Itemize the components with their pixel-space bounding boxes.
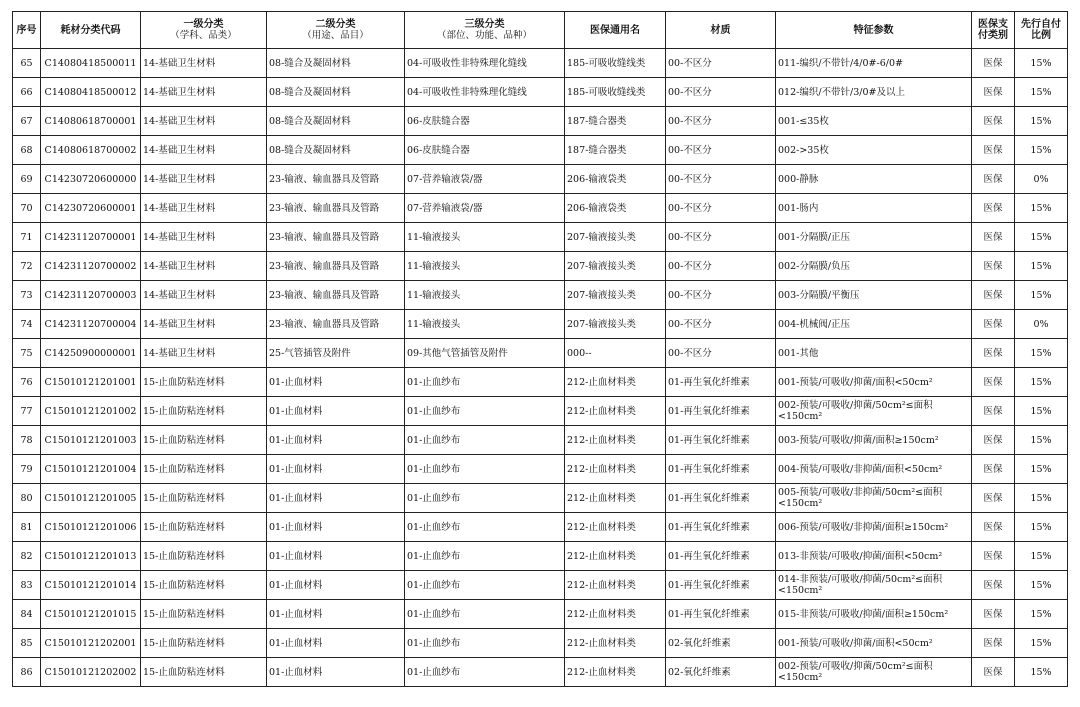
cell-index: 77 xyxy=(13,397,41,426)
cell-material: 00-不区分 xyxy=(666,165,776,194)
cell-payment-category: 医保 xyxy=(972,658,1015,687)
cell-self-pay-ratio: 15% xyxy=(1015,455,1068,484)
cell-level2: 23-输液、输血器具及管路 xyxy=(267,194,405,223)
cell-generic-name: 207-输液接头类 xyxy=(565,310,666,339)
cell-payment-category: 医保 xyxy=(972,600,1015,629)
cell-code: C15010121201002 xyxy=(41,397,141,426)
cell-level2: 23-输液、输血器具及管路 xyxy=(267,165,405,194)
cell-level1: 14-基础卫生材料 xyxy=(141,136,267,165)
cell-code: C14231120700002 xyxy=(41,252,141,281)
cell-generic-name: 207-输液接头类 xyxy=(565,223,666,252)
cell-material: 00-不区分 xyxy=(666,49,776,78)
cell-feature-params: 013-非预装/可吸收/抑菌/面积<50cm² xyxy=(776,542,972,571)
table-row xyxy=(13,310,1068,339)
cell-material: 00-不区分 xyxy=(666,339,776,368)
table-row xyxy=(13,252,1068,281)
cell-level1: 14-基础卫生材料 xyxy=(141,339,267,368)
cell-level2: 01-止血材料 xyxy=(267,658,405,687)
table-row xyxy=(13,397,1068,426)
cell-material: 01-再生氧化纤维素 xyxy=(666,455,776,484)
cell-level1: 15-止血防粘连材料 xyxy=(141,455,267,484)
cell-generic-name: 187-缝合器类 xyxy=(565,107,666,136)
cell-feature-params: 002-预装/可吸收/抑菌/50cm²≤面积<150cm² xyxy=(776,397,972,426)
cell-level1: 15-止血防粘连材料 xyxy=(141,397,267,426)
cell-level2: 01-止血材料 xyxy=(267,600,405,629)
cell-payment-category: 医保 xyxy=(972,368,1015,397)
cell-feature-params: 012-编织/不带针/3/0#及以上 xyxy=(776,78,972,107)
cell-level2: 23-输液、输血器具及管路 xyxy=(267,252,405,281)
header-index: 序号 xyxy=(13,12,41,49)
cell-index: 72 xyxy=(13,252,41,281)
cell-generic-name: 206-输液袋类 xyxy=(565,194,666,223)
cell-material: 00-不区分 xyxy=(666,194,776,223)
cell-generic-name: 000-- xyxy=(565,339,666,368)
cell-level3: 06-皮肤缝合器 xyxy=(405,136,565,165)
cell-level3: 04-可吸收性非特殊理化缝线 xyxy=(405,49,565,78)
table-row xyxy=(13,368,1068,397)
cell-level2: 23-输液、输血器具及管路 xyxy=(267,281,405,310)
cell-feature-params: 001-预装/可吸收/抑菌/面积<50cm² xyxy=(776,368,972,397)
cell-self-pay-ratio: 15% xyxy=(1015,49,1068,78)
cell-payment-category: 医保 xyxy=(972,136,1015,165)
header-self-pay-ratio: 先行自付比例 xyxy=(1015,12,1068,49)
cell-index: 83 xyxy=(13,571,41,600)
cell-index: 85 xyxy=(13,629,41,658)
cell-self-pay-ratio: 15% xyxy=(1015,658,1068,687)
cell-index: 81 xyxy=(13,513,41,542)
cell-self-pay-ratio: 15% xyxy=(1015,542,1068,571)
cell-self-pay-ratio: 15% xyxy=(1015,368,1068,397)
cell-code: C15010121201014 xyxy=(41,571,141,600)
cell-code: C14080618700002 xyxy=(41,136,141,165)
cell-level3: 07-营养输液袋/器 xyxy=(405,165,565,194)
cell-index: 75 xyxy=(13,339,41,368)
header-level2: 二级分类 （用途、品目） xyxy=(267,12,405,49)
cell-feature-params: 015-非预装/可吸收/抑菌/面积≥150cm² xyxy=(776,600,972,629)
cell-level2: 01-止血材料 xyxy=(267,571,405,600)
cell-self-pay-ratio: 15% xyxy=(1015,194,1068,223)
table-row xyxy=(13,484,1068,513)
header-payment-category: 医保支付类别 xyxy=(972,12,1015,49)
cell-level2: 08-缝合及凝固材料 xyxy=(267,78,405,107)
cell-level3: 11-输液接头 xyxy=(405,223,565,252)
cell-index: 65 xyxy=(13,49,41,78)
cell-code: C14230720600000 xyxy=(41,165,141,194)
cell-level1: 14-基础卫生材料 xyxy=(141,107,267,136)
cell-index: 78 xyxy=(13,426,41,455)
header-feature-params: 特征参数 xyxy=(776,12,972,49)
cell-level1: 15-止血防粘连材料 xyxy=(141,484,267,513)
cell-code: C14231120700004 xyxy=(41,310,141,339)
header-row xyxy=(13,12,1068,49)
cell-level3: 06-皮肤缝合器 xyxy=(405,107,565,136)
cell-feature-params: 002->35枚 xyxy=(776,136,972,165)
cell-material: 02-氧化纤维素 xyxy=(666,629,776,658)
cell-feature-params: 001-≤35枚 xyxy=(776,107,972,136)
cell-payment-category: 医保 xyxy=(972,107,1015,136)
cell-level2: 25-气管插管及附件 xyxy=(267,339,405,368)
cell-generic-name: 212-止血材料类 xyxy=(565,513,666,542)
table-row xyxy=(13,658,1068,687)
cell-level2: 01-止血材料 xyxy=(267,484,405,513)
cell-level2: 01-止血材料 xyxy=(267,513,405,542)
cell-self-pay-ratio: 15% xyxy=(1015,107,1068,136)
cell-feature-params: 011-编织/不带针/4/0#-6/0# xyxy=(776,49,972,78)
cell-payment-category: 医保 xyxy=(972,165,1015,194)
cell-generic-name: 212-止血材料类 xyxy=(565,368,666,397)
header-level3: 三级分类 （部位、功能、品种） xyxy=(405,12,565,49)
cell-code: C14230720600001 xyxy=(41,194,141,223)
cell-feature-params: 001-其他 xyxy=(776,339,972,368)
cell-code: C15010121201001 xyxy=(41,368,141,397)
cell-self-pay-ratio: 15% xyxy=(1015,513,1068,542)
cell-level3: 01-止血纱布 xyxy=(405,600,565,629)
cell-code: C14080418500011 xyxy=(41,49,141,78)
cell-material: 00-不区分 xyxy=(666,223,776,252)
cell-material: 01-再生氧化纤维素 xyxy=(666,484,776,513)
cell-level3: 01-止血纱布 xyxy=(405,542,565,571)
table-row xyxy=(13,600,1068,629)
cell-payment-category: 医保 xyxy=(972,426,1015,455)
cell-level1: 14-基础卫生材料 xyxy=(141,165,267,194)
header-level1: 一级分类 （学科、品类） xyxy=(141,12,267,49)
cell-self-pay-ratio: 0% xyxy=(1015,165,1068,194)
cell-index: 84 xyxy=(13,600,41,629)
cell-generic-name: 212-止血材料类 xyxy=(565,629,666,658)
cell-payment-category: 医保 xyxy=(972,513,1015,542)
cell-level3: 01-止血纱布 xyxy=(405,455,565,484)
table-row xyxy=(13,513,1068,542)
cell-payment-category: 医保 xyxy=(972,484,1015,513)
cell-payment-category: 医保 xyxy=(972,223,1015,252)
cell-material: 00-不区分 xyxy=(666,310,776,339)
cell-feature-params: 002-预装/可吸收/抑菌/50cm²≤面积<150cm² xyxy=(776,658,972,687)
cell-generic-name: 212-止血材料类 xyxy=(565,426,666,455)
cell-payment-category: 医保 xyxy=(972,397,1015,426)
cell-level1: 15-止血防粘连材料 xyxy=(141,426,267,455)
cell-payment-category: 医保 xyxy=(972,629,1015,658)
cell-feature-params: 005-预装/可吸收/非抑菌/50cm²≤面积<150cm² xyxy=(776,484,972,513)
cell-payment-category: 医保 xyxy=(972,252,1015,281)
table-row xyxy=(13,78,1068,107)
cell-generic-name: 212-止血材料类 xyxy=(565,600,666,629)
cell-level2: 01-止血材料 xyxy=(267,542,405,571)
cell-level2: 23-输液、输血器具及管路 xyxy=(267,223,405,252)
cell-generic-name: 212-止血材料类 xyxy=(565,658,666,687)
cell-feature-params: 001-分隔膜/正压 xyxy=(776,223,972,252)
cell-payment-category: 医保 xyxy=(972,194,1015,223)
cell-material: 00-不区分 xyxy=(666,78,776,107)
cell-self-pay-ratio: 15% xyxy=(1015,281,1068,310)
table-row xyxy=(13,281,1068,310)
cell-material: 01-再生氧化纤维素 xyxy=(666,426,776,455)
cell-level1: 14-基础卫生材料 xyxy=(141,252,267,281)
cell-level1: 14-基础卫生材料 xyxy=(141,78,267,107)
cell-level3: 01-止血纱布 xyxy=(405,397,565,426)
table-row xyxy=(13,339,1068,368)
table-body xyxy=(13,49,1068,687)
cell-index: 68 xyxy=(13,136,41,165)
cell-level1: 14-基础卫生材料 xyxy=(141,310,267,339)
cell-level2: 01-止血材料 xyxy=(267,455,405,484)
cell-code: C14080618700001 xyxy=(41,107,141,136)
cell-payment-category: 医保 xyxy=(972,310,1015,339)
cell-material: 01-再生氧化纤维素 xyxy=(666,397,776,426)
cell-feature-params: 001-预装/可吸收/抑菌/面积<50cm² xyxy=(776,629,972,658)
cell-generic-name: 212-止血材料类 xyxy=(565,484,666,513)
cell-self-pay-ratio: 15% xyxy=(1015,223,1068,252)
cell-material: 01-再生氧化纤维素 xyxy=(666,542,776,571)
cell-level3: 07-营养输液袋/器 xyxy=(405,194,565,223)
cell-self-pay-ratio: 15% xyxy=(1015,339,1068,368)
cell-generic-name: 212-止血材料类 xyxy=(565,455,666,484)
cell-self-pay-ratio: 15% xyxy=(1015,252,1068,281)
cell-index: 71 xyxy=(13,223,41,252)
cell-payment-category: 医保 xyxy=(972,542,1015,571)
table-row xyxy=(13,455,1068,484)
cell-level1: 15-止血防粘连材料 xyxy=(141,571,267,600)
table-row xyxy=(13,107,1068,136)
cell-level1: 14-基础卫生材料 xyxy=(141,281,267,310)
cell-payment-category: 医保 xyxy=(972,455,1015,484)
cell-generic-name: 187-缝合器类 xyxy=(565,136,666,165)
cell-code: C15010121202002 xyxy=(41,658,141,687)
header-material: 材质 xyxy=(666,12,776,49)
cell-level3: 11-输液接头 xyxy=(405,310,565,339)
cell-self-pay-ratio: 15% xyxy=(1015,426,1068,455)
cell-feature-params: 004-预装/可吸收/非抑菌/面积<50cm² xyxy=(776,455,972,484)
table-row xyxy=(13,629,1068,658)
cell-self-pay-ratio: 15% xyxy=(1015,484,1068,513)
cell-generic-name: 206-输液袋类 xyxy=(565,165,666,194)
cell-self-pay-ratio: 15% xyxy=(1015,629,1068,658)
cell-material: 00-不区分 xyxy=(666,281,776,310)
cell-index: 66 xyxy=(13,78,41,107)
cell-material: 01-再生氧化纤维素 xyxy=(666,368,776,397)
cell-code: C14250900000001 xyxy=(41,339,141,368)
header-code: 耗材分类代码 xyxy=(41,12,141,49)
cell-level2: 01-止血材料 xyxy=(267,426,405,455)
cell-self-pay-ratio: 15% xyxy=(1015,136,1068,165)
cell-code: C15010121201005 xyxy=(41,484,141,513)
cell-material: 00-不区分 xyxy=(666,107,776,136)
cell-self-pay-ratio: 15% xyxy=(1015,571,1068,600)
cell-index: 82 xyxy=(13,542,41,571)
cell-level1: 14-基础卫生材料 xyxy=(141,223,267,252)
table-row xyxy=(13,426,1068,455)
cell-level3: 11-输液接头 xyxy=(405,252,565,281)
cell-feature-params: 006-预装/可吸收/非抑菌/面积≥150cm² xyxy=(776,513,972,542)
cell-self-pay-ratio: 15% xyxy=(1015,397,1068,426)
cell-level3: 04-可吸收性非特殊理化缝线 xyxy=(405,78,565,107)
table-row xyxy=(13,49,1068,78)
cell-feature-params: 003-分隔膜/平衡压 xyxy=(776,281,972,310)
table-row xyxy=(13,571,1068,600)
cell-level1: 14-基础卫生材料 xyxy=(141,194,267,223)
cell-code: C15010121201004 xyxy=(41,455,141,484)
cell-payment-category: 医保 xyxy=(972,78,1015,107)
cell-generic-name: 207-输液接头类 xyxy=(565,252,666,281)
cell-level3: 01-止血纱布 xyxy=(405,484,565,513)
cell-feature-params: 003-预装/可吸收/抑菌/面积≥150cm² xyxy=(776,426,972,455)
cell-index: 70 xyxy=(13,194,41,223)
header-generic-name: 医保通用名 xyxy=(565,12,666,49)
cell-payment-category: 医保 xyxy=(972,281,1015,310)
cell-material: 01-再生氧化纤维素 xyxy=(666,571,776,600)
catalog-table xyxy=(12,11,1068,687)
cell-material: 01-再生氧化纤维素 xyxy=(666,513,776,542)
cell-generic-name: 207-输液接头类 xyxy=(565,281,666,310)
cell-code: C14080418500012 xyxy=(41,78,141,107)
cell-level1: 15-止血防粘连材料 xyxy=(141,513,267,542)
cell-level2: 01-止血材料 xyxy=(267,368,405,397)
cell-level3: 01-止血纱布 xyxy=(405,658,565,687)
cell-code: C15010121201006 xyxy=(41,513,141,542)
cell-payment-category: 医保 xyxy=(972,339,1015,368)
cell-code: C15010121201013 xyxy=(41,542,141,571)
cell-level1: 14-基础卫生材料 xyxy=(141,49,267,78)
cell-level3: 01-止血纱布 xyxy=(405,426,565,455)
cell-code: C14231120700001 xyxy=(41,223,141,252)
cell-feature-params: 014-非预装/可吸收/抑菌/50cm²≤面积<150cm² xyxy=(776,571,972,600)
cell-payment-category: 医保 xyxy=(972,571,1015,600)
cell-code: C15010121202001 xyxy=(41,629,141,658)
cell-level2: 23-输液、输血器具及管路 xyxy=(267,310,405,339)
cell-generic-name: 212-止血材料类 xyxy=(565,571,666,600)
cell-self-pay-ratio: 15% xyxy=(1015,600,1068,629)
cell-feature-params: 004-机械阀/正压 xyxy=(776,310,972,339)
cell-feature-params: 000-静脉 xyxy=(776,165,972,194)
cell-payment-category: 医保 xyxy=(972,49,1015,78)
cell-index: 73 xyxy=(13,281,41,310)
table-row xyxy=(13,542,1068,571)
cell-generic-name: 212-止血材料类 xyxy=(565,397,666,426)
table-row xyxy=(13,194,1068,223)
cell-level1: 15-止血防粘连材料 xyxy=(141,658,267,687)
cell-level3: 09-其他气管插管及附件 xyxy=(405,339,565,368)
cell-level1: 15-止血防粘连材料 xyxy=(141,542,267,571)
cell-level1: 15-止血防粘连材料 xyxy=(141,600,267,629)
cell-level1: 15-止血防粘连材料 xyxy=(141,368,267,397)
cell-level2: 01-止血材料 xyxy=(267,397,405,426)
cell-material: 02-氧化纤维素 xyxy=(666,658,776,687)
cell-index: 86 xyxy=(13,658,41,687)
cell-index: 80 xyxy=(13,484,41,513)
table-row xyxy=(13,136,1068,165)
cell-self-pay-ratio: 0% xyxy=(1015,310,1068,339)
cell-level3: 01-止血纱布 xyxy=(405,629,565,658)
cell-material: 01-再生氧化纤维素 xyxy=(666,600,776,629)
cell-level3: 01-止血纱布 xyxy=(405,513,565,542)
cell-level3: 01-止血纱布 xyxy=(405,368,565,397)
cell-level2: 01-止血材料 xyxy=(267,629,405,658)
cell-generic-name: 185-可吸收缝线类 xyxy=(565,78,666,107)
table-row xyxy=(13,223,1068,252)
cell-material: 00-不区分 xyxy=(666,136,776,165)
cell-index: 74 xyxy=(13,310,41,339)
cell-index: 69 xyxy=(13,165,41,194)
cell-index: 79 xyxy=(13,455,41,484)
cell-feature-params: 001-肠内 xyxy=(776,194,972,223)
cell-level3: 11-输液接头 xyxy=(405,281,565,310)
cell-material: 00-不区分 xyxy=(666,252,776,281)
cell-level2: 08-缝合及凝固材料 xyxy=(267,49,405,78)
cell-level2: 08-缝合及凝固材料 xyxy=(267,107,405,136)
cell-self-pay-ratio: 15% xyxy=(1015,78,1068,107)
cell-generic-name: 212-止血材料类 xyxy=(565,542,666,571)
cell-level1: 15-止血防粘连材料 xyxy=(141,629,267,658)
cell-level3: 01-止血纱布 xyxy=(405,571,565,600)
cell-feature-params: 002-分隔膜/负压 xyxy=(776,252,972,281)
cell-code: C15010121201003 xyxy=(41,426,141,455)
cell-index: 67 xyxy=(13,107,41,136)
cell-code: C15010121201015 xyxy=(41,600,141,629)
table-row xyxy=(13,165,1068,194)
cell-generic-name: 185-可吸收缝线类 xyxy=(565,49,666,78)
cell-level2: 08-缝合及凝固材料 xyxy=(267,136,405,165)
cell-code: C14231120700003 xyxy=(41,281,141,310)
cell-index: 76 xyxy=(13,368,41,397)
